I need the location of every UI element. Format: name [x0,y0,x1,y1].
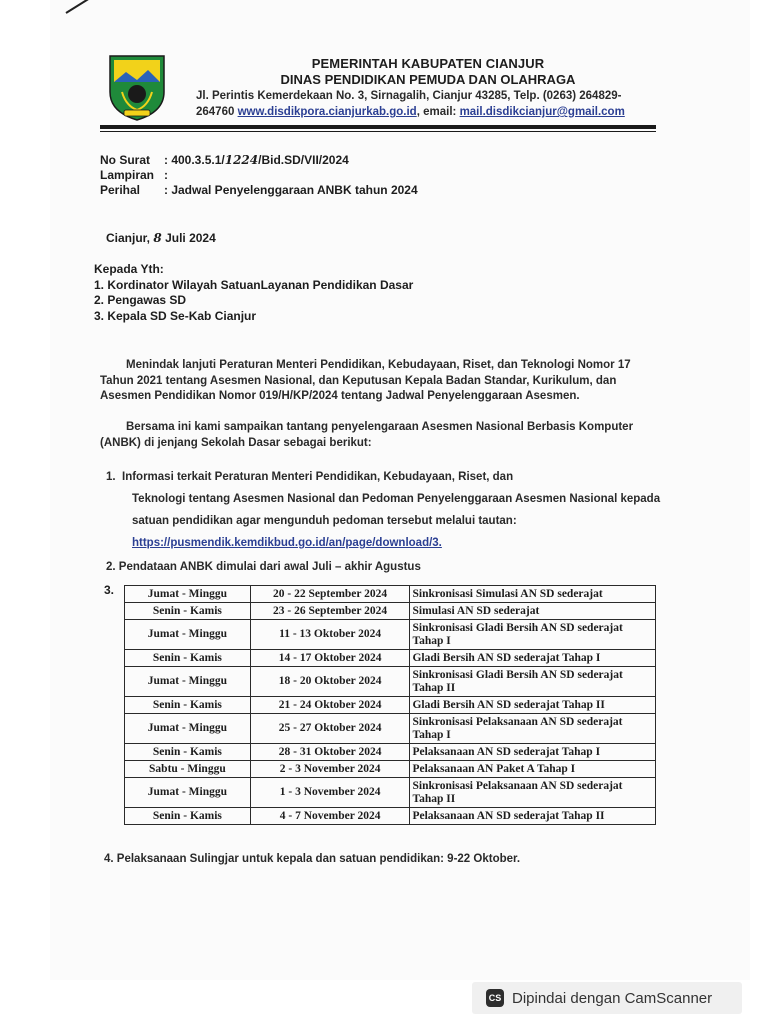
letterhead [196,56,660,120]
schedule-day: Sabtu - Minggu [125,761,251,778]
point-1-line-3: satuan pendidikan agar mengunduh pedoman tersebut melalui tautan: [132,515,517,527]
point-4: 4. Pelaksanaan Sulingjar untuk kepala dan satuan pendidikan: 9-22 Oktober. [104,853,521,865]
body-paragraph-2: Bersama ini kami sampaikan tantang penyelengaraan Asesmen Nasional Berbasis Komputer (ANBK) di jenjang Sekolah Dasar sebagai berikut: [100,421,634,449]
schedule-activity: Pelaksanaan AN SD sederajat Tahap I [410,744,656,761]
email-label: , email: [416,106,457,118]
regency-emblem-logo [104,52,170,122]
schedule-activity: Gladi Bersih AN SD sederajat Tahap II [410,697,656,714]
point-1-line-1: Informasi terkait Peraturan Menteri Pendidikan, Kebudayaan, Riset, dan [122,471,514,483]
schedule-day: Jumat - Minggu [125,714,251,744]
website-link[interactable]: www.disdikpora.cianjurkab.go.id [237,106,417,118]
addressee-heading: Kepada Yth: [94,262,164,276]
subject-value: : Jadwal Penyelenggaraan ANBK tahun 2024 [164,183,418,197]
attachment-label: Lampiran [100,168,155,182]
schedule-row [125,744,656,761]
camscanner-watermark [472,982,742,1014]
schedule-activity: Simulasi AN SD sederajat [410,603,656,620]
point-2: 2. Pendataan ANBK dimulai dari awal Juli – akhir Agustus [106,561,421,573]
schedule-day: Jumat - Minggu [125,778,251,808]
schedule-date: 2 - 3 November 2024 [250,761,410,778]
body-paragraph-1: Menindak lanjuti Peraturan Menteri Pendidikan, Kebudayaan, Riset, dan Teknologi Nomor 17 Tahun 2021 tentang Asesmen Nasional, dan Keputusan Kepala Badan Standar, Kurikulum, dan Asesmen Pendidikan Nomor 019/H/KP/2024 tentang Jadwal Penyelenggaraan Asesmen. [100,359,631,402]
letter-number-value: : 400.3.5.1/1224/Bid.SD/VII/2024 [164,153,349,167]
date-city: Cianjur, [106,231,151,245]
camscanner-text: Dipindai dengan CamScanner [512,989,713,1007]
schedule-date: 4 - 7 November 2024 [250,808,410,825]
government-name: PEMERINTAH KABUPATEN CIANJUR [311,56,545,71]
schedule-date: 25 - 27 Oktober 2024 [250,714,410,744]
schedule-date: 28 - 31 Oktober 2024 [250,744,410,761]
letterhead-divider-thick [100,125,656,129]
agency-name: DINAS PENDIDIKAN PEMUDA DAN OLAHRAGA [280,72,576,87]
schedule-row [125,620,656,650]
point-3-number: 3. [104,583,115,597]
schedule-activity: Sinkronisasi Pelaksanaan AN SD sederajat Tahap I [410,714,656,744]
point-1 [106,466,666,554]
schedule-date: 20 - 22 September 2024 [250,586,410,603]
letter-meta [100,153,418,198]
schedule-date: 11 - 13 Oktober 2024 [250,620,410,650]
attachment-value: : [164,168,168,182]
anbk-schedule-table [124,585,656,825]
schedule-day: Jumat - Minggu [125,586,251,603]
schedule-day: Jumat - Minggu [125,620,251,650]
schedule-date: 23 - 26 September 2024 [250,603,410,620]
schedule-row [125,761,656,778]
schedule-activity: Pelaksanaan AN Paket A Tahap I [410,761,656,778]
subject-label: Perihal [100,183,141,197]
schedule-activity: Sinkronisasi Gladi Bersih AN SD sederajat Tahap I [410,620,656,650]
schedule-row [125,714,656,744]
schedule-activity: Gladi Bersih AN SD sederajat Tahap I [410,650,656,667]
email-link[interactable]: mail.disdikcianjur@gmail.com [459,106,625,118]
date-day-handwritten: 8 [153,231,162,245]
schedule-date: 18 - 20 Oktober 2024 [250,667,410,697]
schedule-date: 14 - 17 Oktober 2024 [250,650,410,667]
schedule-day: Senin - Kamis [125,603,251,620]
schedule-day: Jumat - Minggu [125,667,251,697]
schedule-activity: Sinkronisasi Simulasi AN SD sederajat [410,586,656,603]
addressee-item: 2. Pengawas SD [94,293,187,307]
handwritten-number: 1224 [224,153,259,167]
schedule-day: Senin - Kamis [125,697,251,714]
agency-address [196,88,660,120]
addressee-item: 1. Kordinator Wilayah SatuanLayanan Pendidikan Dasar [94,277,414,292]
schedule-row [125,586,656,603]
schedule-day: Senin - Kamis [125,650,251,667]
schedule-day: Senin - Kamis [125,808,251,825]
camscanner-icon: CS [486,989,504,1007]
schedule-row [125,603,656,620]
schedule-row [125,667,656,697]
schedule-activity: Pelaksanaan AN SD sederajat Tahap II [410,808,656,825]
schedule-day: Senin - Kamis [125,744,251,761]
schedule-date: 1 - 3 November 2024 [250,778,410,808]
letter-number-label: No Surat [100,153,151,167]
pedoman-download-link[interactable]: https://pusmendik.kemdikbud.go.id/an/page/download/3. [132,537,442,549]
addressee-item: 3. Kepala SD Se-Kab Cianjur [94,308,257,323]
address-line-2: 264760 [196,106,235,118]
schedule-row [125,650,656,667]
letter-date [106,231,216,245]
address-line-1: Jl. Perintis Kemerdekaan No. 3, Sirnagalih, Cianjur 43285, Telp. (0263) 264829- [196,90,622,102]
schedule-row [125,778,656,808]
schedule-row [125,697,656,714]
point-1-line-2: Teknologi tentang Asesmen Nasional dan Pedoman Penyelenggaraan Asesmen Nasional kepada [132,493,661,505]
schedule-row [125,808,656,825]
addressee-block [94,262,413,324]
letterhead-divider-thin [100,131,656,132]
schedule-date: 21 - 24 Oktober 2024 [250,697,410,714]
schedule-activity: Sinkronisasi Gladi Bersih AN SD sederajat Tahap II [410,667,656,697]
date-month-year: Juli 2024 [165,231,216,245]
point-1-number: 1. [106,471,116,483]
schedule-activity: Sinkronisasi Pelaksanaan AN SD sederajat Tahap II [410,778,656,808]
